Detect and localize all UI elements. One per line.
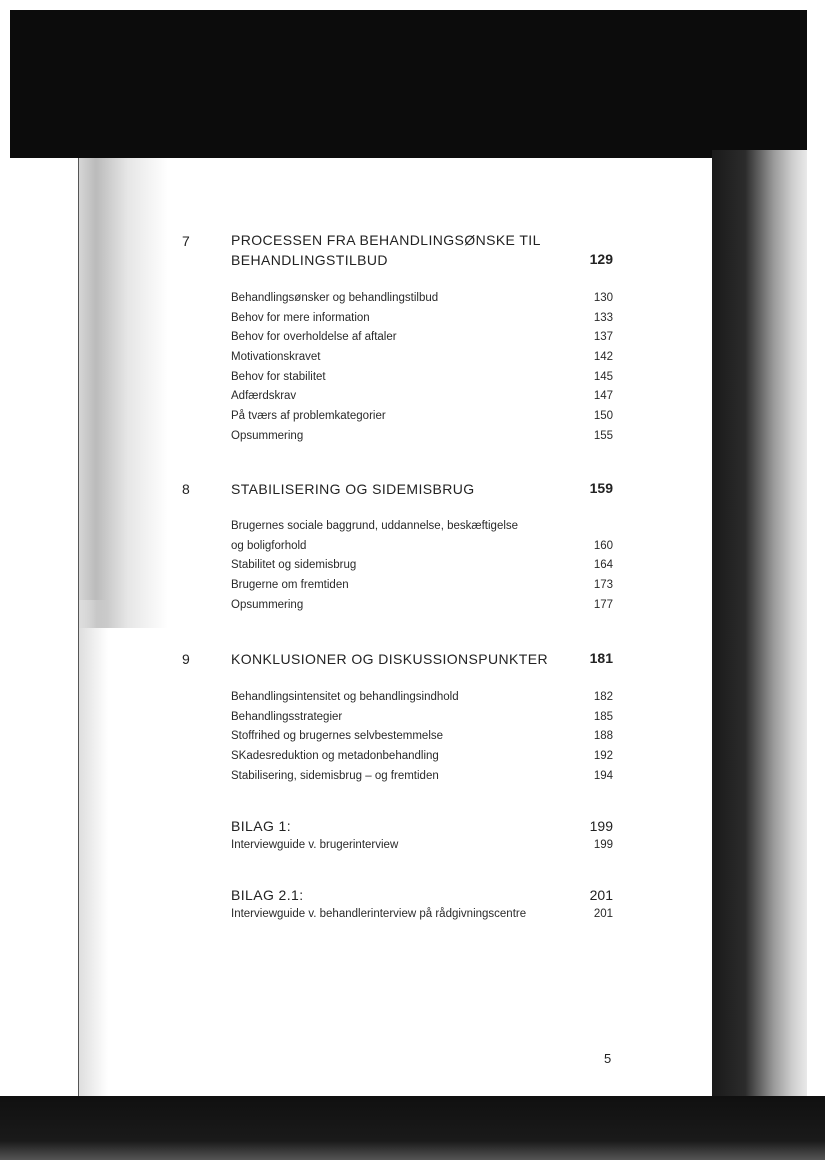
- toc-entry[interactable]: Interviewguide v. brugerinterview 199: [231, 839, 613, 851]
- appendix-2-1-page: 201: [589, 887, 613, 903]
- appendix-1-page: 199: [589, 818, 613, 834]
- toc-entry[interactable]: Behandlingsstrategier 185: [231, 710, 613, 723]
- toc-entry[interactable]: Adfærdskrav 147: [231, 390, 613, 403]
- page-number: 5: [604, 1051, 612, 1066]
- chapter-7-title: PROCESSEN FRA BEHANDLINGSØNSKE TIL BEHANDLINGSTILBUD: [231, 232, 541, 268]
- toc-entry[interactable]: Behov for mere information 133: [231, 311, 613, 324]
- toc-entry[interactable]: Motivationskravet 142: [231, 351, 613, 364]
- chapter-8-title: STABILISERING OG SIDEMISBRUG: [231, 481, 475, 497]
- chapter-7-entries: [231, 289, 613, 447]
- chapter-8-page: 159: [589, 480, 613, 496]
- chapter-8-number: 8: [182, 481, 190, 497]
- toc-entry[interactable]: Opsummering 177: [231, 598, 613, 611]
- toc-entry[interactable]: På tværs af problemkategorier 150: [231, 410, 613, 423]
- toc-entry[interactable]: Interviewguide v. behandlerinterview på rådgivningscentre 201: [231, 908, 613, 920]
- chapter-7-number: 7: [182, 233, 190, 249]
- chapter-9-entries: [231, 688, 613, 786]
- toc-entry[interactable]: SKadesreduktion og metadonbehandling 192: [231, 750, 613, 763]
- toc-entry[interactable]: Behov for overholdelse af aftaler 137: [231, 331, 613, 344]
- appendix-2-1-title: BILAG 2.1:: [231, 887, 304, 903]
- toc-entry[interactable]: Stabilisering, sidemisbrug – og fremtiden 194: [231, 769, 613, 782]
- chapter-9-page: 181: [589, 650, 613, 666]
- toc-entry[interactable]: Behandlingsønsker og behandlingstilbud 130: [231, 292, 613, 304]
- appendix-1-title: BILAG 1:: [231, 818, 292, 834]
- toc-entry[interactable]: Brugerne om fremtiden 173: [231, 579, 613, 592]
- toc-entry[interactable]: Stabilitet og sidemisbrug 164: [231, 559, 613, 572]
- toc-entry[interactable]: Stoffrihed og brugernes selvbestemmelse 188: [231, 730, 613, 743]
- toc-entry[interactable]: Brugernes sociale baggrund, uddannelse, beskæftigelse og boligforhold 160: [231, 520, 613, 552]
- toc-entry[interactable]: Behov for stabilitet 145: [231, 370, 613, 383]
- toc-entry[interactable]: Opsummering 155: [231, 429, 613, 442]
- toc-entry[interactable]: Behandlingsintensitet og behandlingsindhold 182: [231, 691, 613, 703]
- chapter-7-page: 129: [589, 251, 613, 267]
- chapter-8-entries: [231, 517, 613, 615]
- chapter-9-title: KONKLUSIONER OG DISKUSSIONSPUNKTER: [231, 651, 548, 667]
- chapter-9-number: 9: [182, 651, 190, 667]
